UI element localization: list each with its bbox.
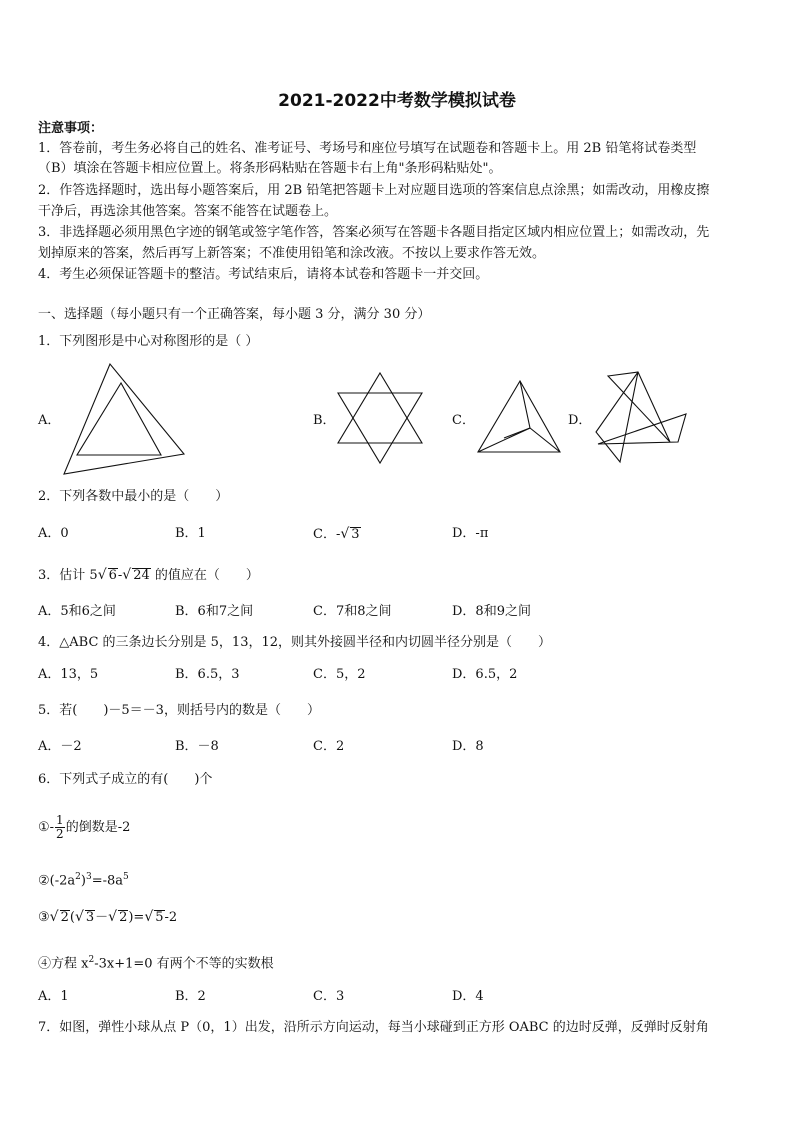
q2-option-c[interactable]: C．-√ 3 [313, 526, 360, 542]
notice-heading: 注意事项： [38, 121, 104, 136]
figure-b-triangle-down [338, 393, 422, 463]
question-2-stem: 2．下列各数中最小的是（ ） [38, 489, 229, 504]
q6-statement-3: ③√ 2(√ 3－√ 2)=√ 5-2 [38, 909, 178, 925]
notice-line: 3．非选择题必须用黑色字迹的钢笔或签字笔作答，答案必须写在答题卡各题目指定区域内相应位置上；如需改动，先 [38, 225, 710, 240]
q3-option-b[interactable]: B．6和7之间 [175, 604, 254, 619]
question-5-stem: 5．若( )－5＝－3，则括号内的数是（ ） [38, 703, 320, 718]
q6-option-a[interactable]: A．1 [38, 989, 69, 1004]
q5-option-d[interactable]: D．8 [452, 739, 484, 754]
q6-statement-4: ④方程 $x^2-3x+1=0$ 有两个不等的实数根 [38, 955, 274, 972]
figure-c-inner-line-3 [504, 428, 530, 438]
notice-line: 1．答卷前，考生务必将自己的姓名、准考证号、考场号和座位号填写在试题卷和答题卡上。用 2B 铅笔将试卷类型 [38, 141, 697, 156]
q4-option-c[interactable]: C．5，2 [313, 667, 366, 682]
q6-statement-1: ①- $\frac{1}{2}$ 的倒数是-2 [38, 813, 131, 841]
question-4-stem: 4．△ABC 的三条边长分别是 5，13，12，则其外接圆半径和内切圆半径分别是（ ） [38, 635, 552, 650]
q1-option-a-label[interactable]: A． [38, 413, 61, 428]
question-1-stem: 1．下列图形是中心对称图形的是（ ） [38, 334, 259, 349]
figure-a-triangle-outer [64, 364, 184, 474]
figure-b-triangle-up [338, 373, 422, 443]
notice-line: 4．考生必须保证答题卡的整洁。考试结束后，请将本试卷和答题卡一并交回。 [38, 267, 489, 282]
q1-option-c-label[interactable]: C． [452, 413, 475, 428]
question-3-stem: 3．估计 5√ 6-√ 24 的值应在（ ） [38, 567, 259, 583]
figure-c-triangle [478, 381, 560, 452]
figure-d-triangle-2 [598, 414, 686, 444]
page-title: 2021-2022中考数学模拟试卷 [278, 91, 516, 111]
q6-option-d[interactable]: D．4 [452, 989, 484, 1004]
q1-figure-a[interactable] [60, 362, 190, 480]
q4-option-a[interactable]: A．13，5 [38, 667, 99, 682]
q1-option-b-label[interactable]: B． [313, 413, 336, 428]
q5-option-b[interactable]: B．－8 [175, 739, 219, 754]
q2-option-d[interactable]: D．-π [452, 526, 489, 541]
q2-option-b[interactable]: B．1 [175, 526, 206, 541]
q1-figure-b[interactable] [333, 370, 427, 466]
question-6-stem: 6．下列式子成立的有( )个 [38, 772, 213, 787]
figure-c-inner-line-2 [530, 428, 560, 452]
q5-option-a[interactable]: A．－2 [38, 739, 82, 754]
section-heading: 一、选择题（每小题只有一个正确答案，每小题 3 分，满分 30 分） [38, 307, 431, 322]
q1-figure-d[interactable] [594, 370, 690, 466]
notice-line: 划掉原来的答案，然后再写上新答案；不准使用铅笔和涂改液。不按以上要求作答无效。 [38, 246, 546, 261]
figure-a-triangle-inner [77, 383, 161, 455]
notice-line: 2．作答选择题时，选出每小题答案后，用 2B 铅笔把答题卡上对应题目选项的答案信息点涂黑；如需改动，用橡皮擦 [38, 183, 710, 198]
q4-option-b[interactable]: B．6.5，3 [175, 667, 240, 682]
q3-option-d[interactable]: D．8和9之间 [452, 604, 531, 619]
figure-d-triangle-1 [608, 372, 670, 442]
q1-option-d-label[interactable]: D． [568, 413, 592, 428]
figure-c-inner-line-1 [478, 381, 530, 452]
notice-line: （B）填涂在答题卡相应位置上。将条形码粘贴在答题卡右上角"条形码粘贴处"。 [38, 161, 502, 176]
q1-figure-c[interactable] [474, 378, 566, 456]
question-7-stem: 7．如图，弹性小球从点 P（0，1）出发，沿所示方向运动，每当小球碰到正方形 OABC 的边时反弹，反弹时反射角 [38, 1020, 709, 1035]
q4-option-d[interactable]: D．6.5，2 [452, 667, 518, 682]
q6-option-c[interactable]: C．3 [313, 989, 345, 1004]
notice-line: 干净后，再选涂其他答案。答案不能答在试题卷上。 [38, 204, 338, 219]
q5-option-c[interactable]: C．2 [313, 739, 345, 754]
q3-option-a[interactable]: A．5和6之间 [38, 604, 116, 619]
q2-option-a[interactable]: A．0 [38, 526, 69, 541]
q6-option-b[interactable]: B．2 [175, 989, 206, 1004]
q6-statement-2: $②(-2a^2)^3=-8a^5$ [38, 872, 129, 889]
q3-option-c[interactable]: C．7和8之间 [313, 604, 392, 619]
